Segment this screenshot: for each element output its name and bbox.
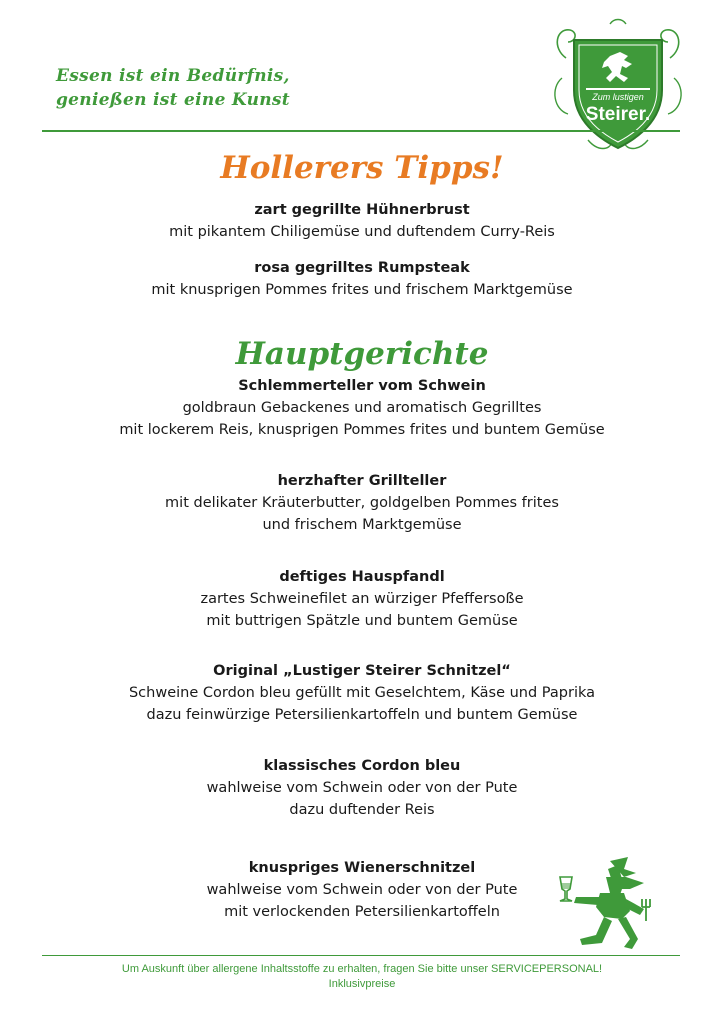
allergen-notice: Um Auskunft über allergene Inhaltsstoffe zu erhalten, fragen Sie bitte unser SERVICEPERSONAL!: [121, 963, 603, 975]
price-note: Inklusivpreise: [328, 978, 396, 990]
logo-text-small: Zum lustigen: [592, 92, 644, 102]
footer: [0, 962, 724, 992]
dish-description: mit delikater Kräuterbutter, goldgelben Pommes frites: [165, 495, 559, 511]
waiter-mascot-icon: [540, 855, 670, 950]
dish-name: herzhafter Grillteller: [277, 473, 447, 489]
dish-description: mit knusprigen Pommes frites und frischem Marktgemüse: [151, 282, 573, 298]
dish-name: rosa gegrilltes Rumpsteak: [254, 260, 470, 276]
tipps-title: Hollerers Tipps!: [220, 150, 504, 186]
dish-description: und frischem Marktgemüse: [262, 517, 462, 533]
dish-name: Schlemmerteller vom Schwein: [238, 378, 486, 394]
dish-name: zart gegrillte Hühnerbrust: [254, 202, 470, 218]
dish-name: knuspriges Wienerschnitzel: [248, 860, 476, 876]
dish-description: dazu feinwürzige Petersilienkartoffeln und buntem Gemüse: [146, 707, 578, 723]
dish-description: mit buttrigen Spätzle und buntem Gemüse: [206, 613, 518, 629]
main-dish-2: [0, 470, 724, 536]
tipps-dish-1: [0, 199, 724, 243]
dish-description: wahlweise vom Schwein oder von der Pute: [206, 882, 518, 898]
dish-description: mit pikantem Chiligemüse und duftendem Curry-Reis: [169, 224, 555, 240]
main-dish-5: [0, 755, 724, 821]
logo-text-large: Steirer.: [585, 104, 651, 125]
main-dish-4: [0, 660, 724, 726]
main-dish-1: [0, 375, 724, 441]
slogan-line-2: genießen ist eine Kunst: [56, 90, 290, 110]
slogan: [56, 64, 290, 112]
top-divider: [42, 130, 680, 132]
dish-name: deftiges Hauspfandl: [279, 569, 445, 585]
dish-description: wahlweise vom Schwein oder von der Pute: [206, 780, 518, 796]
dish-description: goldbraun Gebackenes und aromatisch Gegrilltes: [182, 400, 542, 416]
slogan-line-1: Essen ist ein Bedürfnis,: [56, 66, 290, 86]
dish-name: klassisches Cordon bleu: [263, 758, 461, 774]
shield-crest-logo-icon: [548, 18, 688, 158]
tipps-dish-2: [0, 257, 724, 301]
dish-description: mit verlockenden Petersilienkartoffeln: [224, 904, 500, 920]
bottom-divider: [42, 955, 680, 956]
dish-name: Original „Lustiger Steirer Schnitzel“: [213, 663, 511, 679]
dish-description: dazu duftender Reis: [289, 802, 435, 818]
dish-description: Schweine Cordon bleu gefüllt mit Geselchtem, Käse und Paprika: [128, 685, 596, 701]
dish-description: zartes Schweinefilet an würziger Pfeffersoße: [200, 591, 524, 607]
main-dish-3: [0, 566, 724, 632]
hauptgerichte-title: Hauptgerichte: [235, 336, 489, 372]
dish-description: mit lockerem Reis, knusprigen Pommes frites und buntem Gemüse: [119, 422, 605, 438]
